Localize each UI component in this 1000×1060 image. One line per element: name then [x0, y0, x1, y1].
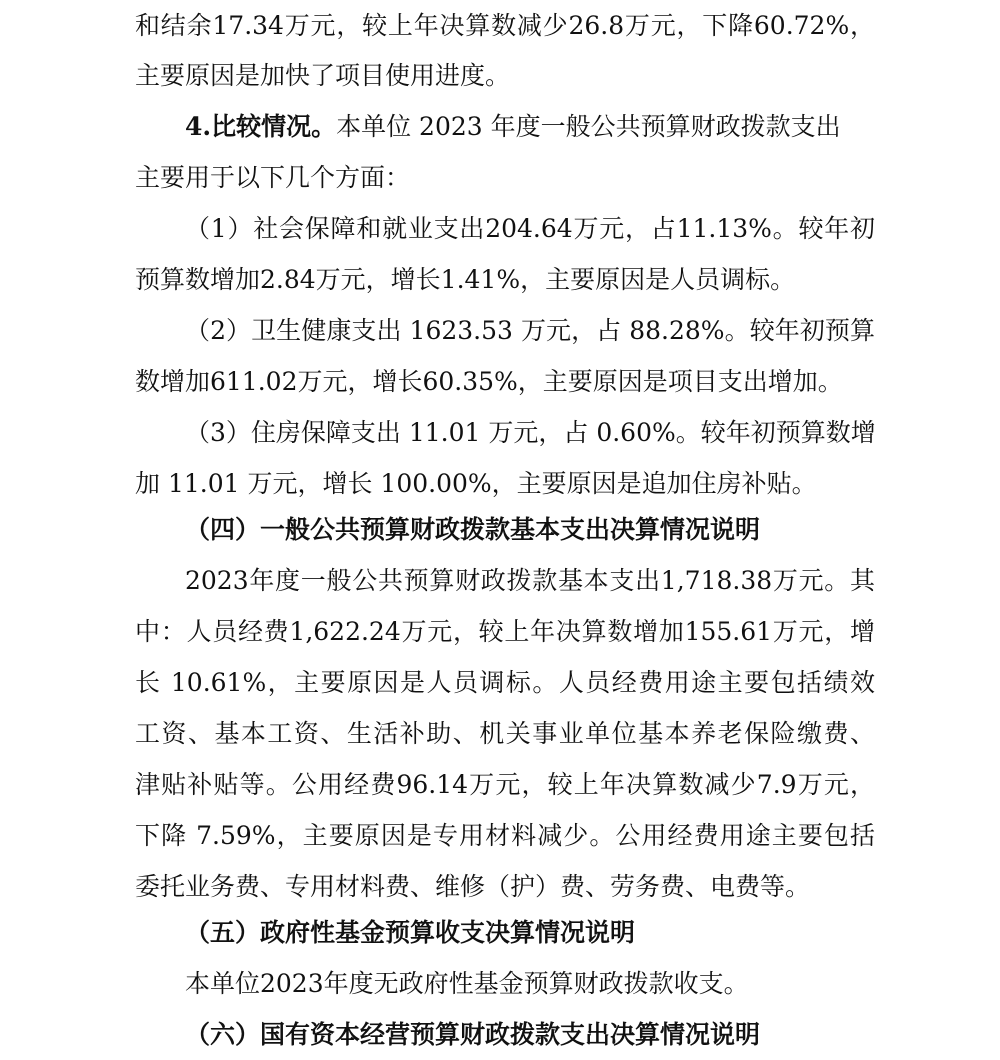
section-heading: （四）一般公共预算财政拨款基本支出决算情况说明	[185, 515, 761, 544]
paragraph-line: 本单位2023年度无政府性基金预算财政拨款收支。	[185, 969, 749, 998]
section-heading: （五）政府性基金预算收支决算情况说明	[185, 918, 636, 947]
paragraph-line: 主要原因是加快了项目使用进度。	[135, 61, 511, 90]
paragraph-line: 加 11.01 万元，增长 100.00%，主要原因是追加住房补贴。	[135, 469, 817, 498]
paragraph-line: 数增加611.02万元，增长60.35%，主要原因是项目支出增加。	[135, 367, 843, 396]
paragraph-line: 委托业务费、专用材料费、维修（护）费、劳务费、电费等。	[135, 872, 811, 901]
paragraph-line: （1）社会保障和就业支出204.64万元，占11.13%。较年初	[185, 214, 875, 243]
paragraph-line: 工资、基本工资、生活补助、机关事业单位基本养老保险缴费、	[135, 719, 875, 748]
section-lead: 4.比较情况。	[185, 112, 337, 141]
paragraph-line: 下降 7.59%，主要原因是专用材料减少。公用经费用途主要包括	[135, 821, 875, 850]
paragraph-line: 2023年度一般公共预算财政拨款基本支出1,718.38万元。其	[185, 566, 875, 595]
section-heading: （六）国有资本经营预算财政拨款支出决算情况说明	[185, 1020, 761, 1049]
paragraph-line: 和结余17.34万元，较上年决算数减少26.8万元，下降60.72%，	[135, 11, 875, 40]
paragraph-line: 中：人员经费1,622.24万元，较上年决算数增加155.61万元，增	[135, 617, 875, 646]
paragraph-line: 预算数增加2.84万元，增长1.41%，主要原因是人员调标。	[135, 265, 796, 294]
section-lead-text: 本单位 2023 年度一般公共预算财政拨款支出	[336, 112, 841, 141]
paragraph-line: （3）住房保障支出 11.01 万元，占 0.60%。较年初预算数增	[185, 418, 876, 447]
paragraph-line: 主要用于以下几个方面：	[135, 163, 411, 192]
paragraph-line: 长 10.61%，主要原因是人员调标。人员经费用途主要包括绩效	[135, 668, 875, 697]
paragraph-line: （2）卫生健康支出 1623.53 万元，占 88.28%。较年初预算	[185, 316, 875, 345]
paragraph-line: 津贴补贴等。公用经费96.14万元，较上年决算数减少7.9万元，	[135, 770, 875, 799]
paragraph-line	[185, 101, 875, 152]
